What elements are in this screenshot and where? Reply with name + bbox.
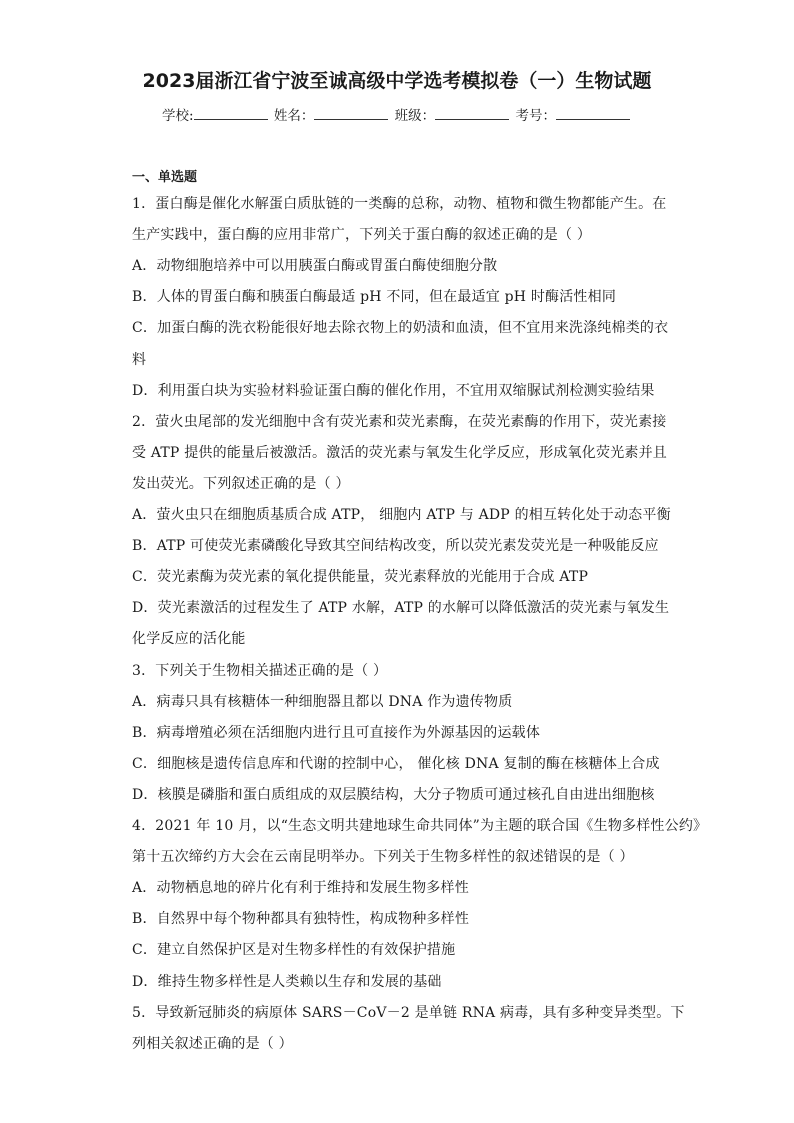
- text-line: A．动物细胞培养中可以用胰蛋白酶或胃蛋白酶使细胞分散: [132, 258, 498, 275]
- school-label: 学校:: [162, 108, 194, 124]
- exam-no-label: 考号：: [515, 108, 556, 124]
- text-line: D．荧光素激活的过程发生了 ATP 水解，ATP 的水解可以降低激活的荧光素与氧发生: [132, 600, 670, 617]
- text-line: A．萤火虫只在细胞质基质合成 ATP， 细胞内 ATP 与 ADP 的相互转化处于动态平衡: [132, 507, 671, 523]
- class-blank[interactable]: [435, 106, 509, 120]
- text-line: 列相关叙述正确的是（ ）: [132, 1035, 293, 1052]
- section-heading: 一、单选题: [132, 170, 198, 185]
- text-line: B．人体的胃蛋白酶和胰蛋白酶最适 pH 不同，但在最适宜 pH 时酶活性相同: [132, 289, 617, 306]
- text-line: B．ATP 可使荧光素磷酸化导致其空间结构改变，所以荧光素发荧光是一种吸能反应: [132, 538, 659, 555]
- text-line: A．病毒只具有核糖体一种细胞器且都以 DNA 作为遗传物质: [132, 693, 513, 710]
- text-line: 4．2021 年 10 月，以“生态文明共建地球生命共同体”为主题的联合国《生物多样性公约》: [132, 818, 708, 834]
- name-label: 姓名：: [273, 108, 315, 124]
- text-line: 化学反应的活化能: [132, 631, 246, 648]
- text-line: C．荧光素酶为荧光素的氧化提供能量，荧光素释放的光能用于合成 ATP: [132, 569, 589, 586]
- text-line: D．维持生物多样性是人类赖以生存和发展的基础: [132, 973, 442, 990]
- text-line: C．加蛋白酶的洗衣粉能很好地去除衣物上的奶渍和血渍，但不宜用来洗涤纯棉类的衣: [132, 320, 669, 337]
- text-line: D．利用蛋白块为实验材料验证蛋白酶的催化作用，不宜用双缩脲试剂检测实验结果: [132, 382, 655, 399]
- text-line: 1．蛋白酶是催化水解蛋白质肽链的一类酶的总称，动物、植物和微生物都能产生。在: [132, 196, 667, 212]
- text-line: 5．导致新冠肺炎的病原体 SARS－CoV－2 是单链 RNA 病毒，具有多种变异类型。下: [132, 1004, 685, 1021]
- page-title: 2023届浙江省宁波至诚高级中学选考模拟卷（一）生物试题: [142, 70, 652, 92]
- class-label: 班级：: [394, 108, 436, 124]
- exam-no-blank[interactable]: [556, 106, 630, 120]
- text-line: 受 ATP 提供的能量后被激活。激活的荧光素与氧发生化学反应，形成氧化荧光素并且: [132, 444, 668, 461]
- text-line: C．细胞核是遗传信息库和代谢的控制中心， 催化核 DNA 复制的酶在核糖体上合成: [132, 755, 660, 772]
- text-line: 第十五次缔约方大会在云南昆明举办。下列关于生物多样性的叙述错误的是（ ）: [132, 849, 634, 866]
- name-blank[interactable]: [314, 106, 388, 120]
- text-line: C．建立自然保护区是对生物多样性的有效保护措施: [132, 942, 456, 959]
- text-line: 发出荧光。下列叙述正确的是（ ）: [132, 475, 350, 492]
- text-line: 2．萤火虫尾部的发光细胞中含有荧光素和荧光素酶，在荧光素酶的作用下，荧光素接: [132, 413, 667, 430]
- text-line: D．核膜是磷脂和蛋白质组成的双层膜结构，大分子物质可通过核孔自由进出细胞核: [132, 786, 655, 803]
- text-line: B．病毒增殖必须在活细胞内进行且可直接作为外源基因的运载体: [132, 724, 541, 741]
- student-info-line: [0, 104, 794, 124]
- text-line: 3．下列关于生物相关描述正确的是（ ）: [132, 662, 388, 679]
- text-line: A．动物栖息地的碎片化有利于维持和发展生物多样性: [132, 880, 469, 897]
- text-line: B．自然界中每个物种都具有独特性，构成物种多样性: [132, 911, 470, 928]
- school-blank[interactable]: [194, 106, 268, 120]
- text-line: 生产实践中，蛋白酶的应用非常广，下列关于蛋白酶的叙述正确的是（ ）: [132, 227, 592, 244]
- text-line: 料: [132, 351, 147, 368]
